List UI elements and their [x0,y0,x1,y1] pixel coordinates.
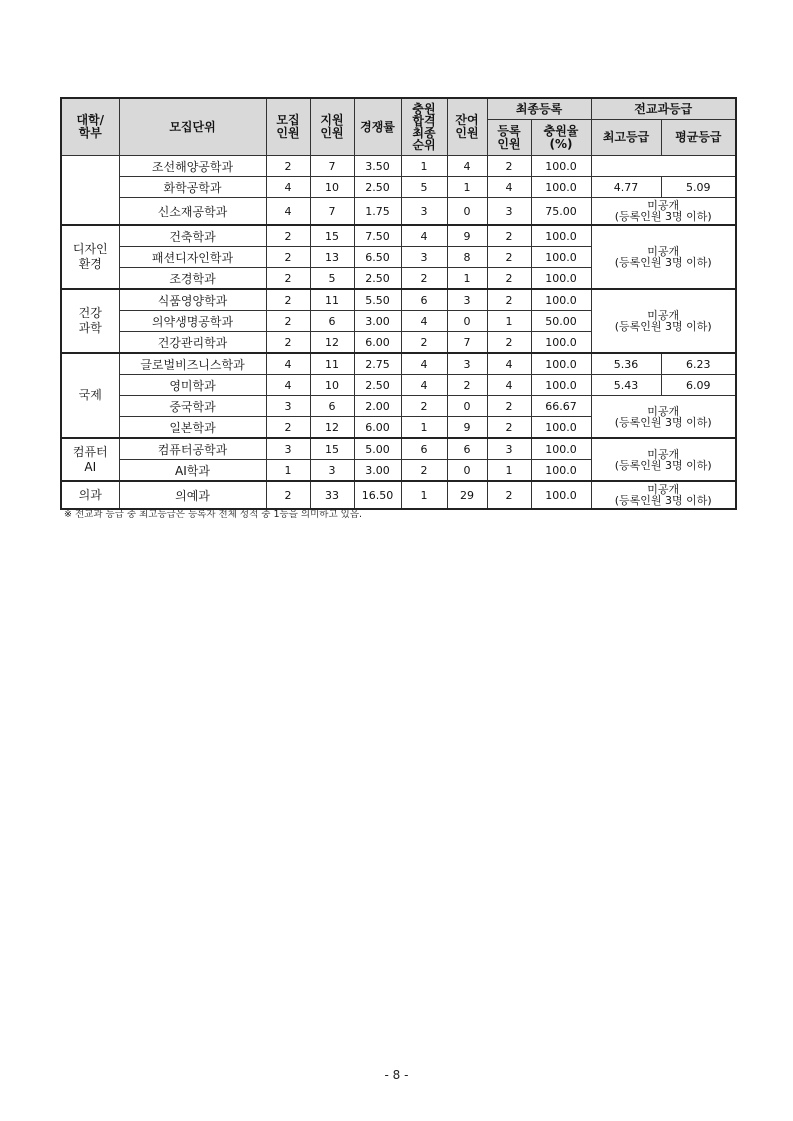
quota-cell: 4 [266,353,310,375]
quota-cell: 3 [266,396,310,417]
remaining-cell: 2 [447,375,487,396]
registered-cell: 3 [487,438,531,460]
registered-cell: 2 [487,289,531,311]
last-rank-cell: 6 [401,289,447,311]
unit-cell: 건축학과 [119,225,266,247]
header-final-registration: 최종등록 [487,98,591,120]
last-rank-cell: 3 [401,198,447,226]
ratio-cell: 5.50 [354,289,401,311]
remaining-cell: 0 [447,311,487,332]
remaining-cell: 7 [447,332,487,354]
table-row [61,481,736,509]
unit-cell: AI학과 [119,460,266,482]
header-applicants: 지원 인원 [310,98,354,156]
ratio-cell: 7.50 [354,225,401,247]
grade-undisclosed-note: 미공개 (등록인원 3명 이하) [591,481,736,509]
unit-cell: 컴퓨터공학과 [119,438,266,460]
last-rank-cell: 2 [401,396,447,417]
remaining-cell: 3 [447,353,487,375]
registered-cell: 4 [487,353,531,375]
quota-cell: 4 [266,198,310,226]
quota-cell: 3 [266,438,310,460]
page-number: - 8 - [384,1068,409,1082]
header-ratio: 경쟁률 [354,98,401,156]
registered-cell: 2 [487,268,531,290]
table-row [61,177,736,198]
applicants-cell: 33 [310,481,354,509]
ratio-cell: 3.00 [354,311,401,332]
fill-rate-cell: 100.0 [531,177,591,198]
registered-cell: 2 [487,396,531,417]
ratio-cell: 2.00 [354,396,401,417]
unit-cell: 영미학과 [119,375,266,396]
unit-cell: 일본학과 [119,417,266,439]
remaining-cell: 8 [447,247,487,268]
avg-grade-cell: 6.23 [661,353,736,375]
quota-cell: 2 [266,332,310,354]
college-cell: 의과 [61,481,119,509]
applicants-cell: 6 [310,311,354,332]
last-rank-cell: 4 [401,225,447,247]
header-fill-rate: 충원율 (%) [531,120,591,156]
quota-cell: 2 [266,268,310,290]
registered-cell: 4 [487,375,531,396]
ratio-cell: 6.00 [354,332,401,354]
ratio-cell: 2.75 [354,353,401,375]
remaining-cell: 0 [447,460,487,482]
registered-cell: 1 [487,311,531,332]
registered-cell: 2 [487,481,531,509]
remaining-cell: 6 [447,438,487,460]
applicants-cell: 13 [310,247,354,268]
last-rank-cell: 3 [401,247,447,268]
fill-rate-cell: 75.00 [531,198,591,226]
registered-cell: 2 [487,417,531,439]
last-rank-cell: 6 [401,438,447,460]
applicants-cell: 7 [310,198,354,226]
quota-cell: 2 [266,481,310,509]
ratio-cell: 16.50 [354,481,401,509]
quota-cell: 2 [266,225,310,247]
fill-rate-cell: 66.67 [531,396,591,417]
remaining-cell: 9 [447,225,487,247]
header-remaining: 잔여 인원 [447,98,487,156]
last-rank-cell: 1 [401,481,447,509]
applicants-cell: 7 [310,156,354,177]
quota-cell: 2 [266,247,310,268]
applicants-cell: 12 [310,332,354,354]
remaining-cell: 9 [447,417,487,439]
fill-rate-cell: 100.0 [531,289,591,311]
last-rank-cell: 1 [401,417,447,439]
max-grade-cell: 5.43 [591,375,661,396]
fill-rate-cell: 100.0 [531,268,591,290]
quota-cell: 2 [266,417,310,439]
college-cell: 디자인 환경 [61,225,119,289]
table-row [61,353,736,375]
unit-cell: 식품영양학과 [119,289,266,311]
college-cell [61,156,119,226]
ratio-cell: 6.00 [354,417,401,439]
last-rank-cell: 2 [401,332,447,354]
applicants-cell: 3 [310,460,354,482]
quota-cell: 4 [266,375,310,396]
last-rank-cell: 4 [401,375,447,396]
unit-cell: 화학공학과 [119,177,266,198]
registered-cell: 4 [487,177,531,198]
applicants-cell: 10 [310,177,354,198]
registered-cell: 2 [487,156,531,177]
grade-undisclosed-note: 미공개 (등록인원 3명 이하) [591,198,736,226]
table-row [61,198,736,226]
ratio-cell: 1.75 [354,198,401,226]
header-registered: 등록 인원 [487,120,531,156]
applicants-cell: 12 [310,417,354,439]
applicants-cell: 5 [310,268,354,290]
last-rank-cell: 4 [401,311,447,332]
unit-cell: 글로벌비즈니스학과 [119,353,266,375]
ratio-cell: 2.50 [354,177,401,198]
registered-cell: 2 [487,225,531,247]
applicants-cell: 15 [310,438,354,460]
grade-empty-cell [591,156,736,177]
ratio-cell: 2.50 [354,375,401,396]
college-cell: 컴퓨터 AI [61,438,119,481]
avg-grade-cell: 5.09 [661,177,736,198]
fill-rate-cell: 100.0 [531,481,591,509]
fill-rate-cell: 100.0 [531,332,591,354]
header-max-grade: 최고등급 [591,120,661,156]
fill-rate-cell: 100.0 [531,438,591,460]
header-college: 대학/ 학부 [61,98,119,156]
ratio-cell: 2.50 [354,268,401,290]
applicants-cell: 15 [310,225,354,247]
ratio-cell: 6.50 [354,247,401,268]
applicants-cell: 10 [310,375,354,396]
remaining-cell: 3 [447,289,487,311]
header-transfer-grade: 전교과등급 [591,98,736,120]
table-row [61,375,736,396]
footnote: ※ 전교과 등급 중 최고등급은 등록자 전체 성적 중 1등을 의미하고 있음. [64,509,363,520]
applicants-cell: 6 [310,396,354,417]
fill-rate-cell: 100.0 [531,375,591,396]
remaining-cell: 1 [447,268,487,290]
header-avg-grade: 평균등급 [661,120,736,156]
remaining-cell: 0 [447,396,487,417]
table-row [61,438,736,460]
table-row [61,396,736,417]
quota-cell: 4 [266,177,310,198]
ratio-cell: 3.50 [354,156,401,177]
applicants-cell: 11 [310,289,354,311]
quota-cell: 2 [266,156,310,177]
grade-undisclosed-note: 미공개 (등록인원 3명 이하) [591,438,736,481]
header-last-rank: 충원 합격 최종 순위 [401,98,447,156]
registered-cell: 1 [487,460,531,482]
last-rank-cell: 2 [401,460,447,482]
college-cell: 국제 [61,353,119,438]
fill-rate-cell: 100.0 [531,156,591,177]
unit-cell: 의약생명공학과 [119,311,266,332]
fill-rate-cell: 50.00 [531,311,591,332]
remaining-cell: 1 [447,177,487,198]
header-quota: 모집 인원 [266,98,310,156]
header-unit: 모집단위 [119,98,266,156]
last-rank-cell: 5 [401,177,447,198]
unit-cell: 신소재공학과 [119,198,266,226]
ratio-cell: 5.00 [354,438,401,460]
grade-undisclosed-note: 미공개 (등록인원 3명 이하) [591,289,736,353]
ratio-cell: 3.00 [354,460,401,482]
last-rank-cell: 2 [401,268,447,290]
fill-rate-cell: 100.0 [531,460,591,482]
quota-cell: 2 [266,311,310,332]
quota-cell: 2 [266,289,310,311]
table-row [61,289,736,311]
fill-rate-cell: 100.0 [531,353,591,375]
remaining-cell: 0 [447,198,487,226]
unit-cell: 중국학과 [119,396,266,417]
applicants-cell: 11 [310,353,354,375]
college-cell: 건강 과학 [61,289,119,353]
fill-rate-cell: 100.0 [531,247,591,268]
registered-cell: 3 [487,198,531,226]
last-rank-cell: 4 [401,353,447,375]
unit-cell: 건강관리학과 [119,332,266,354]
quota-cell: 1 [266,460,310,482]
unit-cell: 조선해양공학과 [119,156,266,177]
max-grade-cell: 5.36 [591,353,661,375]
unit-cell: 패션디자인학과 [119,247,266,268]
remaining-cell: 4 [447,156,487,177]
registered-cell: 2 [487,247,531,268]
avg-grade-cell: 6.09 [661,375,736,396]
unit-cell: 의예과 [119,481,266,509]
last-rank-cell: 1 [401,156,447,177]
max-grade-cell: 4.77 [591,177,661,198]
fill-rate-cell: 100.0 [531,225,591,247]
table-row [61,156,736,177]
remaining-cell: 29 [447,481,487,509]
table-row [61,225,736,247]
unit-cell: 조경학과 [119,268,266,290]
fill-rate-cell: 100.0 [531,417,591,439]
admission-results-table [60,97,737,510]
grade-undisclosed-note: 미공개 (등록인원 3명 이하) [591,396,736,439]
grade-undisclosed-note: 미공개 (등록인원 3명 이하) [591,225,736,289]
registered-cell: 2 [487,332,531,354]
